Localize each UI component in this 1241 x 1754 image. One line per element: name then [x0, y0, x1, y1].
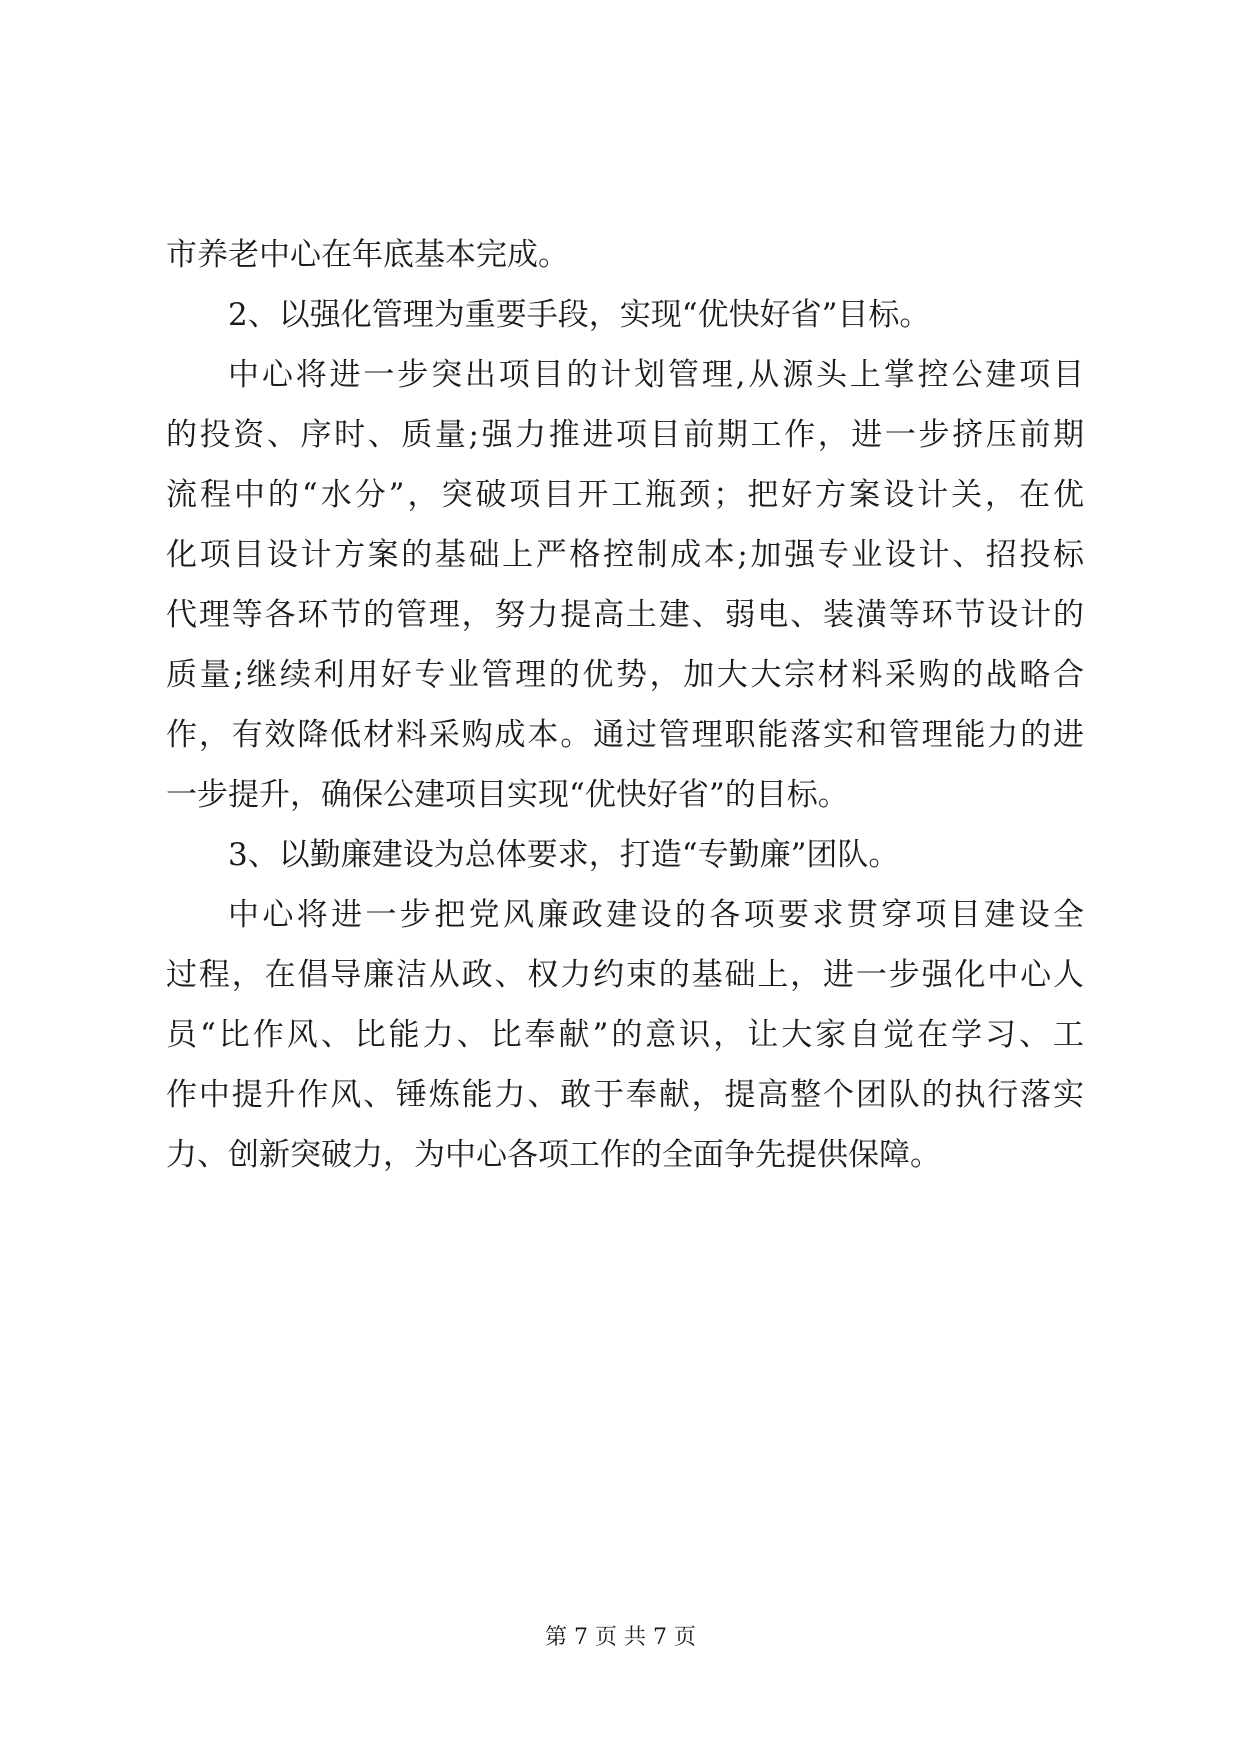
paragraph-line: 员“比作风、比能力、比奉献”的意识，让大家自觉在学习、工: [166, 1017, 1084, 1053]
section-heading-2: 2、以强化管理为重要手段，实现“优快好省”目标。: [228, 297, 931, 333]
paragraph-line: 质量;继续利用好专业管理的优势，加大大宗材料采购的战略合: [166, 657, 1084, 693]
paragraph-line: 力、创新突破力，为中心各项工作的全面争先提供保障。: [166, 1137, 941, 1173]
paragraph-line: 代理等各环节的管理，努力提高土建、弱电、装潢等环节设计的: [166, 597, 1084, 633]
section-heading-3: 3、以勤廉建设为总体要求，打造“专勤廉”团队。: [228, 837, 900, 873]
paragraph-line: 中心将进一步突出项目的计划管理,从源头上掌控公建项目: [228, 357, 1084, 393]
paragraph-line: 作中提升作风、锤炼能力、敢于奉献，提高整个团队的执行落实: [166, 1077, 1084, 1113]
paragraph-line: 过程，在倡导廉洁从政、权力约束的基础上，进一步强化中心人: [166, 957, 1084, 993]
paragraph-line: 中心将进一步把党风廉政建设的各项要求贯穿项目建设全: [228, 897, 1084, 933]
paragraph-line: 作，有效降低材料采购成本。通过管理职能落实和管理能力的进: [166, 717, 1084, 753]
paragraph-line: 的投资、序时、质量;强力推进项目前期工作，进一步挤压前期: [166, 417, 1084, 453]
paragraph-line: 市养老中心在年底基本完成。: [166, 237, 569, 273]
paragraph-line: 化项目设计方案的基础上严格控制成本;加强专业设计、招投标: [166, 537, 1084, 573]
paragraph-line: 流程中的“水分”，突破项目开工瓶颈；把好方案设计关，在优: [166, 477, 1084, 513]
document-body: [166, 225, 1084, 1185]
page-number-footer: 第 7 页 共 7 页: [545, 1625, 696, 1650]
paragraph-line: 一步提升，确保公建项目实现“优快好省”的目标。: [166, 777, 849, 813]
